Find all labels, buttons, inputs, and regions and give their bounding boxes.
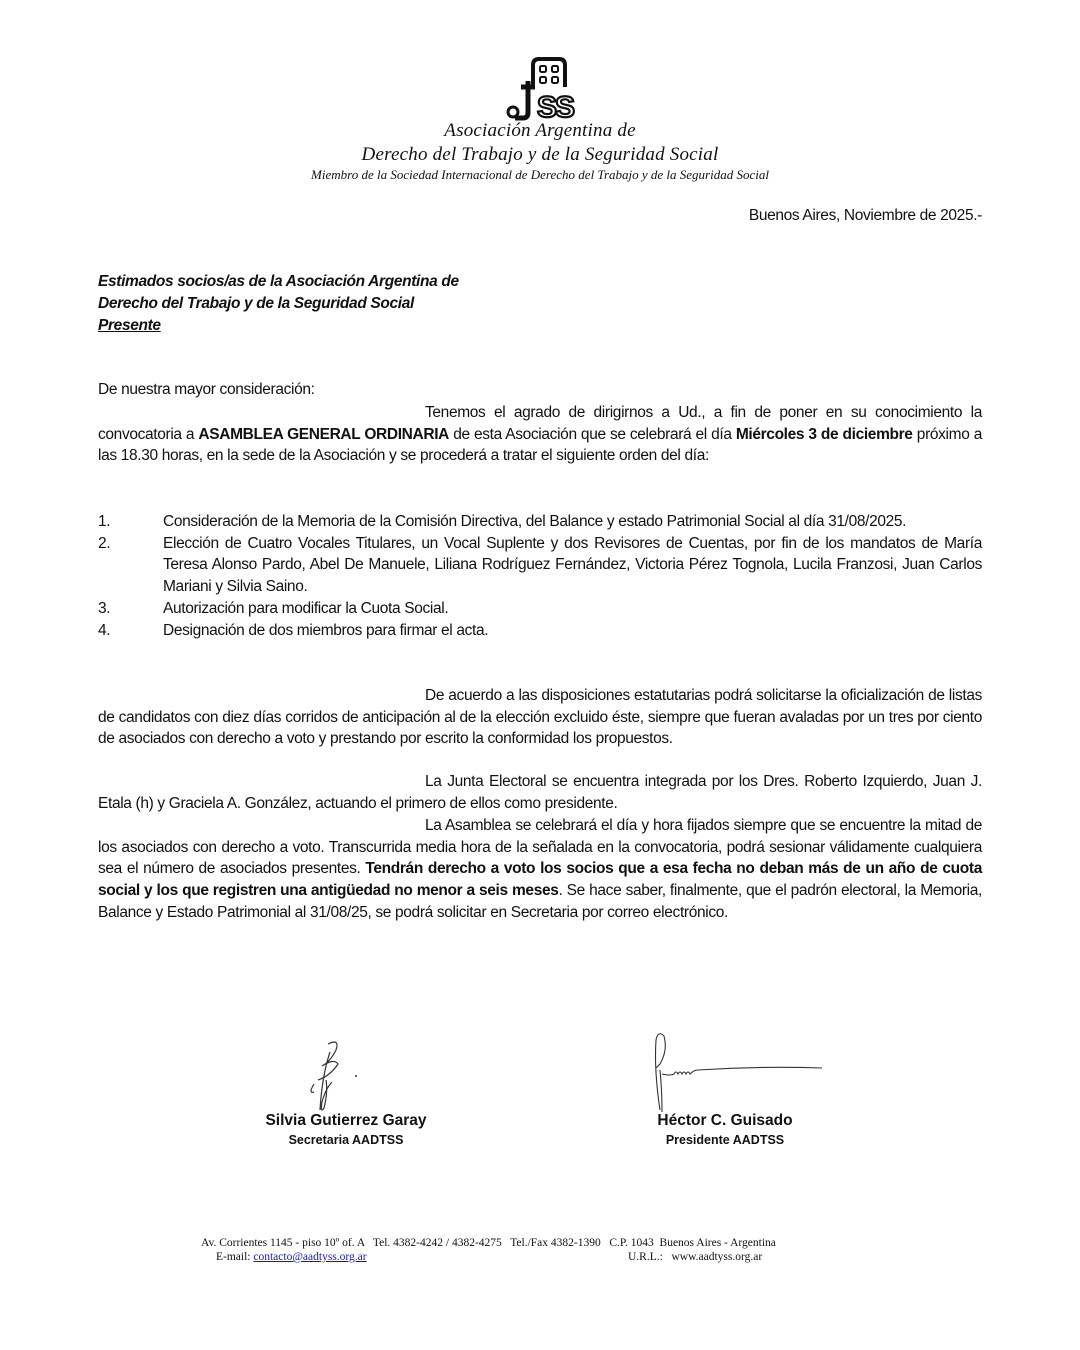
email-label: E-mail:	[216, 1251, 254, 1263]
assembly-type: ASAMBLEA GENERAL ORDINARIA	[198, 425, 450, 443]
org-name-line2: Derecho del Trabajo y de la Seguridad Social	[361, 144, 719, 165]
signatory-role: Presidente AADTSS	[665, 1133, 785, 1147]
association-logo	[503, 57, 581, 121]
footer-email	[216, 1251, 367, 1263]
signatory-name: Héctor C. Guisado	[657, 1112, 793, 1129]
agenda-item-number: 1.	[98, 513, 111, 530]
org-name-line1: Asociación Argentina de	[444, 120, 636, 141]
assembly-rules-text-2: . Se hace saber, finalmente, que el padrón electoral, la Memoria, Balance y Estado Patrimonial al 31/08/25, se podrá solicitar en Secretaria por correo electrónico.	[98, 882, 982, 921]
agenda-item-text: Elección de Cuatro Vocales Titulares, un Vocal Suplente y dos Revisores de Cuentas, por fin de los mandatos de María Teresa Alonso Pardo, Abel De Manuele, Liliana Rodríguez Fernández, Victoria Pérez Tognola, Lucila Franzosi, Juan Carlos Mariani y Silvia Saino.	[163, 534, 982, 596]
intro-text-3: próximo a las 18.30 horas, en la sede de la Asociación y se procederá a tratar el siguiente orden del día:	[98, 425, 982, 465]
url-text: www.aadtyss.org.ar	[671, 1251, 763, 1263]
agenda-item-text: Designación de dos miembros para firmar el acta.	[163, 621, 489, 639]
agenda-item-number: 4.	[98, 621, 111, 639]
assembly-date: Miércoles 3 de diciembre	[735, 425, 913, 443]
addressee-line2: Derecho del Trabajo y de la Seguridad Social	[98, 295, 414, 312]
greeting: De nuestra mayor consideración:	[98, 381, 315, 398]
signature-president	[640, 1030, 825, 1115]
signatory-role: Secretaria AADTSS	[288, 1133, 404, 1147]
intro-text-1: Tenemos el agrado de dirigirnos a Ud., a fin de poner en su conocimiento la convocatoria a	[98, 404, 982, 443]
svg-text:SS: SS	[537, 91, 574, 121]
email-link[interactable]: contacto@aadtyss.org.ar	[253, 1251, 367, 1263]
agenda-item-number: 2.	[98, 534, 111, 552]
signatory-name: Silvia Gutierrez Garay	[265, 1112, 427, 1129]
footer-url	[628, 1251, 762, 1263]
intro-text-2: de esta Asociación que se celebrará el día	[449, 425, 736, 443]
footer-address: Av. Corrientes 1145 - piso 10º of. A Tel. 4382-4242 / 4382-4275 Tel./Fax 4382-1390 C.P. 1043 Buenos Aires - Argentina	[201, 1237, 776, 1249]
agenda-item-text: Autorización para modificar la Cuota Social.	[163, 599, 449, 617]
date-line: Buenos Aires, Noviembre de 2025.-	[748, 207, 982, 224]
electoral-board-text: La Junta Electoral se encuentra integrada por los Dres. Roberto Izquierdo, Juan J. Etala (h) y Graciela A. González, actuando el primero de ellos como presidente.	[98, 773, 982, 812]
agenda-item	[98, 598, 982, 620]
signatory-secretary	[216, 1112, 476, 1147]
signature-secretary	[300, 1036, 370, 1116]
addressee-block	[98, 271, 459, 337]
assembly-rules-text-1: La Asamblea se celebrará el día y hora fijados siempre que se encuentre la mitad de los asociados con derecho a voto. Transcurrida media hora de la señalada en la convocatoria, podrá sesionar válidamente cualquiera sea el número de asociados presentes.	[98, 817, 982, 878]
agenda-item-number: 3.	[98, 599, 111, 617]
member-line: Miembro de la Sociedad Internacional de Derecho del Trabajo y de la Seguridad Social	[311, 167, 769, 182]
electoral-board-paragraph	[98, 771, 982, 814]
agenda-item	[98, 620, 982, 642]
agenda-item	[98, 533, 982, 598]
addressee-line1: Estimados socios/as de la Asociación Argentina de	[98, 273, 459, 290]
addressee-presente: Presente	[98, 317, 161, 334]
voting-rights-text: Tendrán derecho a voto los socios que a esa fecha no deban más de un año de cuota social y los que registren una antigüedad no menor a seis meses	[98, 860, 982, 900]
url-label: U.R.L.:	[628, 1251, 672, 1263]
agenda-item-text: Consideración de la Memoria de la Comisión Directiva, del Balance y estado Patrimonial Social al día 31/08/2025.	[163, 513, 907, 530]
assembly-rules-paragraph	[98, 815, 982, 924]
candidate-lists-paragraph	[98, 685, 982, 750]
candidate-lists-text: De acuerdo a las disposiciones estatutarias podrá solicitarse la oficialización de listas de candidatos con diez días corridos de anticipación al de la elección excluido éste, siempre que fueran avaladas por un tres por ciento de asociados con derecho a voto y prestando por escrito la conformidad los propuestos.	[98, 687, 982, 748]
agenda-item	[98, 511, 982, 533]
agenda-list	[98, 511, 982, 641]
intro-paragraph	[98, 402, 982, 467]
signatory-president	[595, 1112, 855, 1147]
